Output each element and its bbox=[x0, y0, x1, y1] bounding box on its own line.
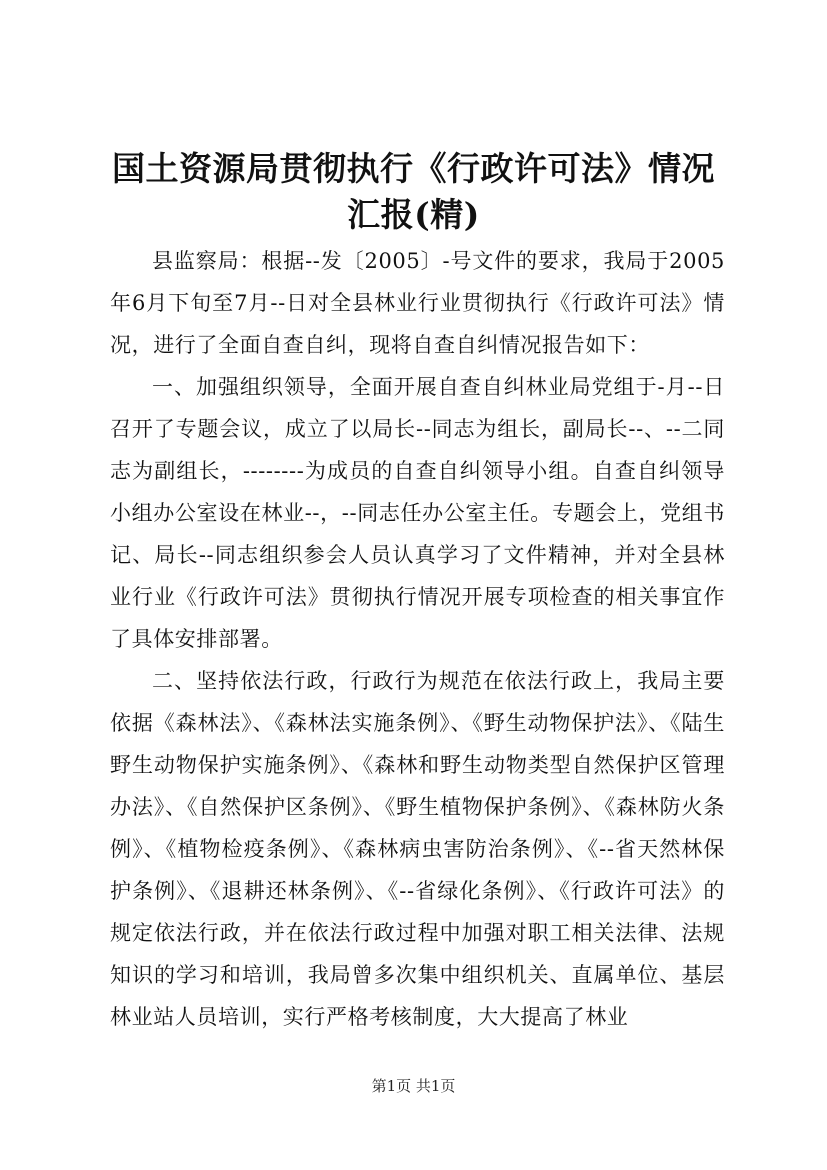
paragraph-section-1: 一、加强组织领导，全面开展自查自纠林业局党组于-月--日召开了专题会议，成立了以局长--同志为组长，副局长--、--二同志为副组长，--------为成员的自查自纠领导小组。自查自纠领导小组办公室设在林业--，--同志任办公室主任。专题会上，党组书记、局长--同志组织参会人员认真学习了文件精神，并对全县林业行业《行政许可法》贯彻执行情况开展专项检查的相关事宜作了具体安排部署。 bbox=[110, 375, 725, 651]
paragraph-section-2: 二、坚持依法行政，行政行为规范在依法行政上，我局主要依据《森林法》、《森林法实施条例》、《野生动物保护法》、《陆生野生动物保护实施条例》、《森林和野生动物类型自然保护区管理办法》、《自然保护区条例》、《野生植物保护条例》、《森林防火条例》、《植物检疫条例》、《森林病虫害防治条例》、《--省天然林保护条例》、《退耕还林条例》、《--省绿化条例》、《行政许可法》的规定依法行政，并在依法行政过程中加强对职工相关法律、法规知识的学习和培训，我局曾多次集中组织机关、直属单位、基层林业站人员培训，实行严格考核制度，大大提高了林业 bbox=[110, 669, 725, 1029]
document-body bbox=[110, 240, 725, 1038]
paragraph-intro: 县监察局：根据--发〔2005〕-号文件的要求，我局于2005年6月下旬至7月--日对全县林业行业贯彻执行《行政许可法》情况，进行了全面自查自纠，现将自查自纠情况报告如下： bbox=[110, 249, 725, 357]
page-footer: 第1页 共1页 bbox=[371, 1077, 456, 1095]
document-title: 国土资源局贯彻执行《行政许可法》情况汇报(精) bbox=[112, 149, 715, 234]
